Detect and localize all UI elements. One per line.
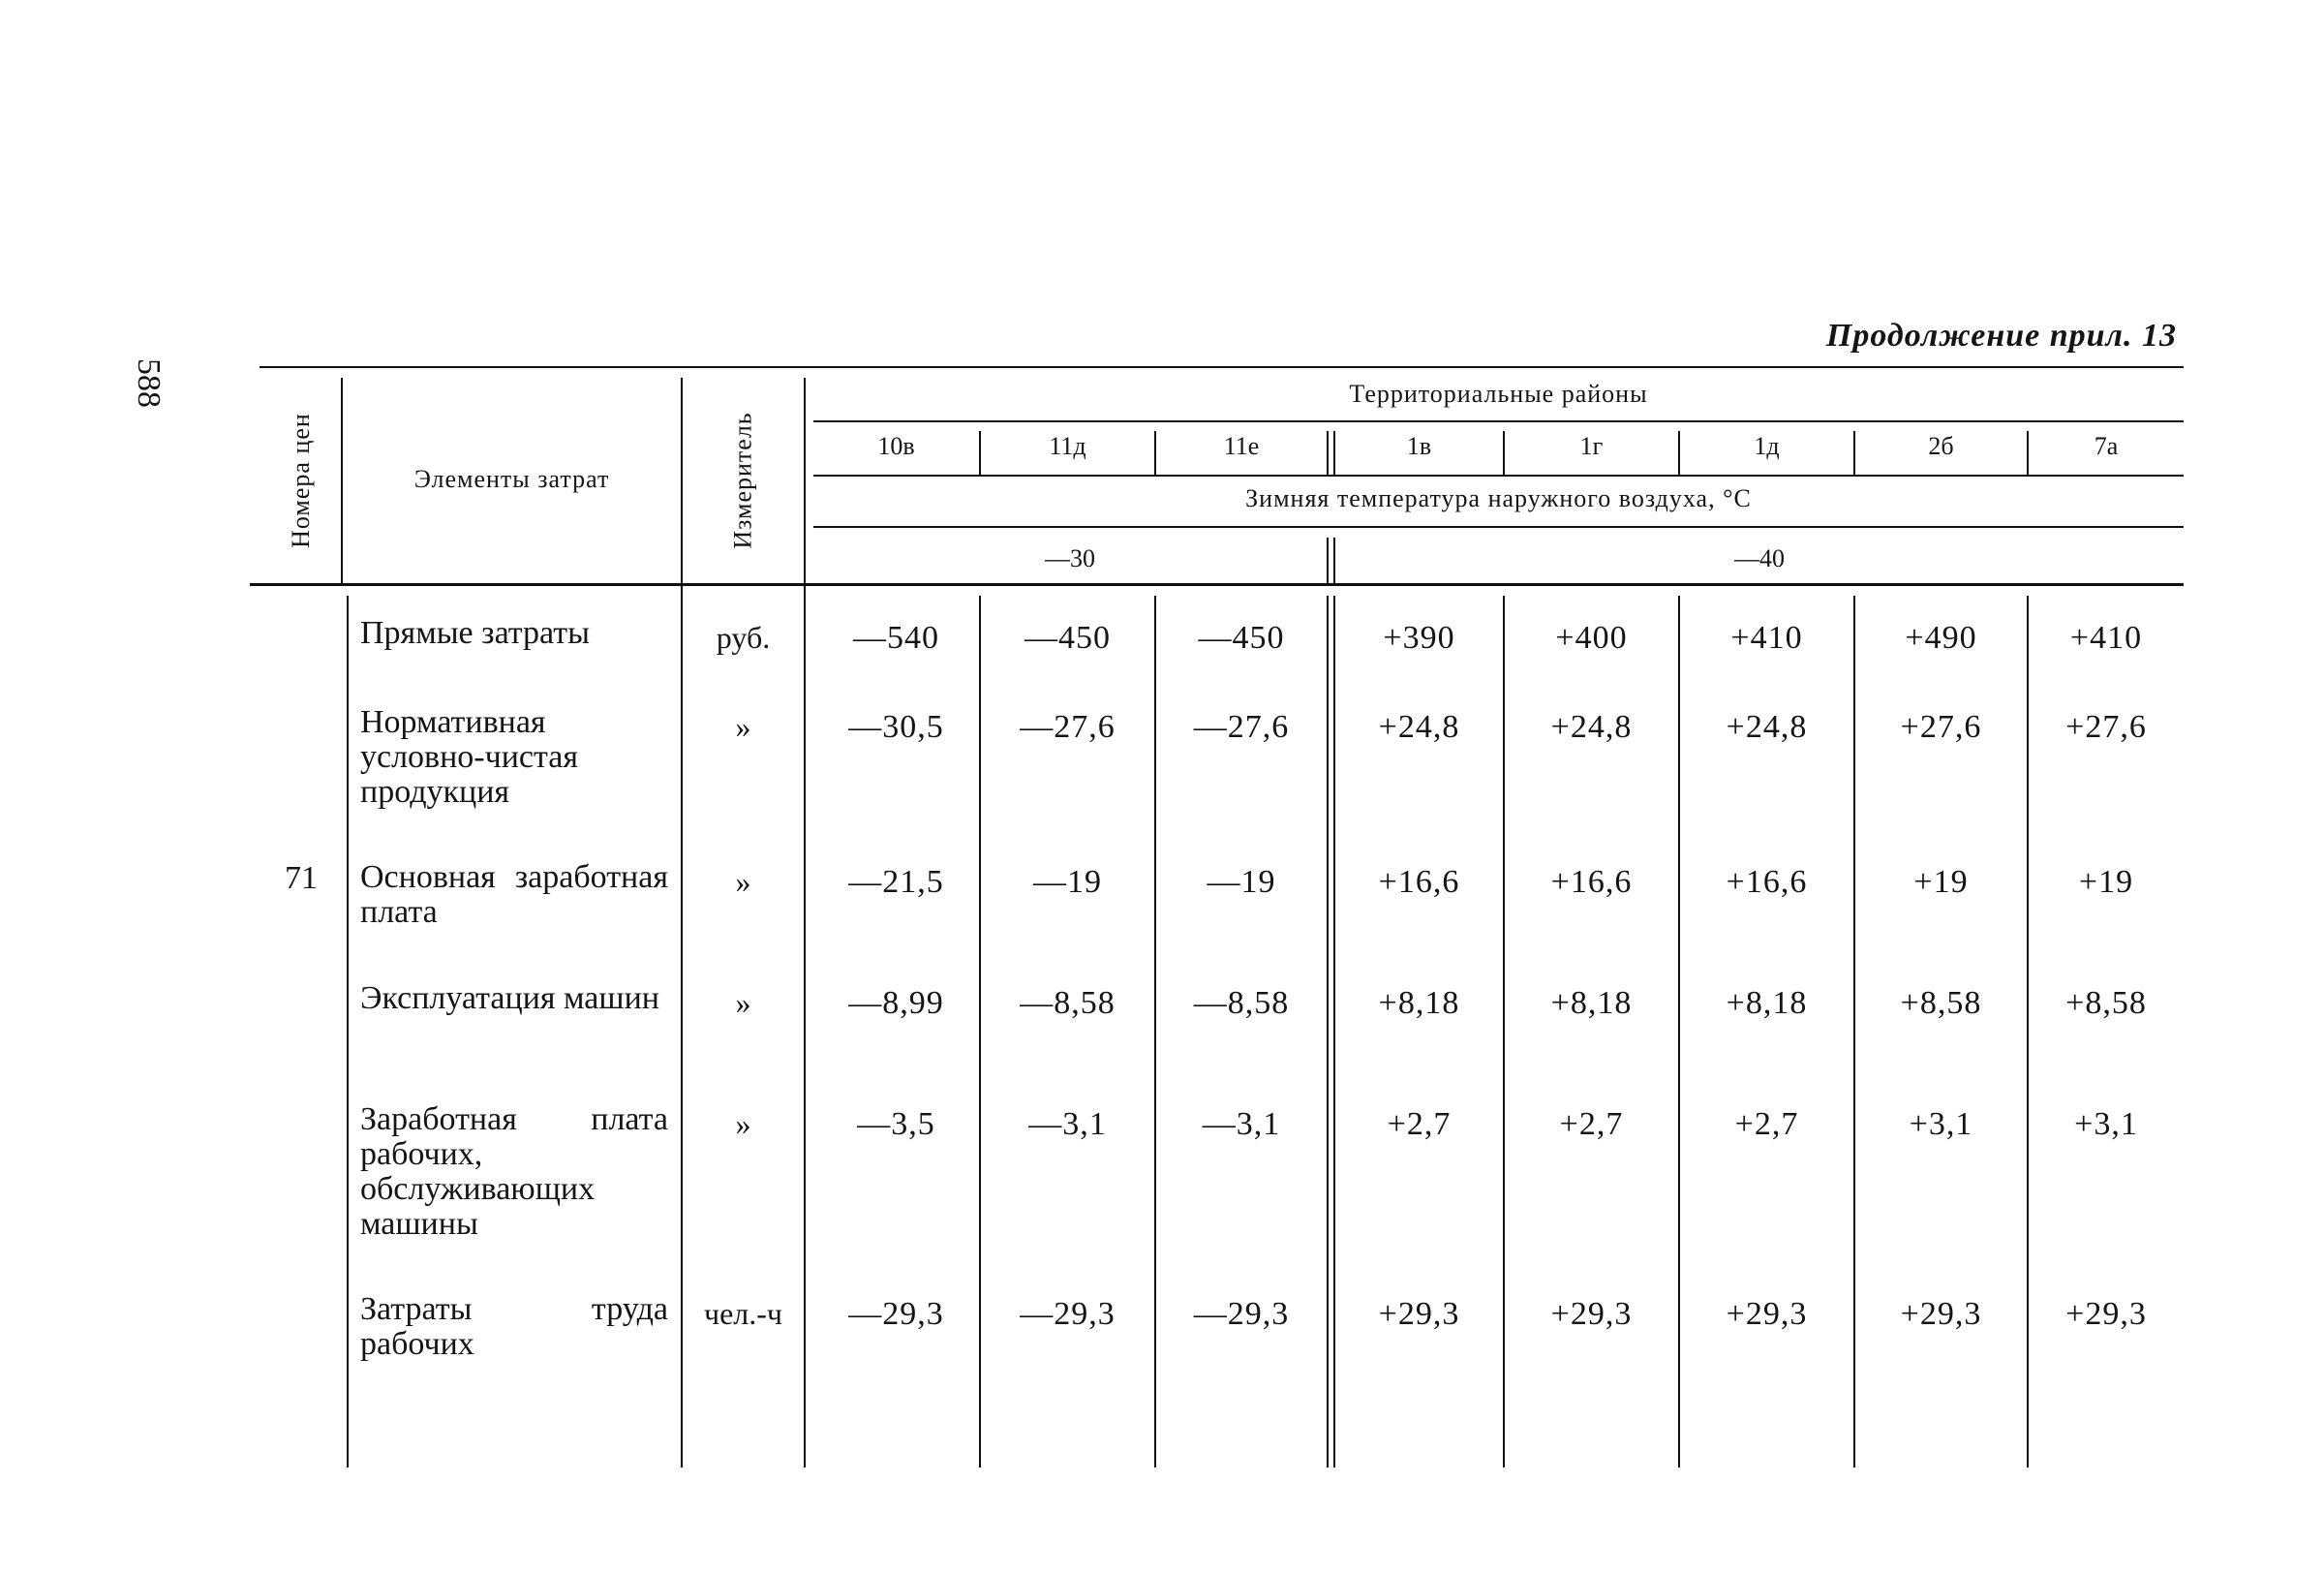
table-cell: +3,1 [1909, 1106, 1973, 1142]
temp-divider-a [1327, 538, 1329, 583]
table-cell: —8,58 [1020, 985, 1116, 1021]
temperature-group-minus-30: —30 [1045, 544, 1095, 572]
unit-cell: чел.-ч [703, 1296, 782, 1331]
col-divider-number-body [347, 596, 349, 1467]
table-cell: —450 [1024, 620, 1111, 656]
cost-element-label: Нормативная условно-чистая продукция [360, 704, 579, 810]
table-cell: +16,6 [1726, 864, 1808, 900]
header-rule-temperature [813, 526, 2184, 528]
unit-header-cell [683, 378, 804, 583]
row-number-header-cell [261, 378, 341, 583]
table-cell: +2,7 [1734, 1106, 1799, 1142]
territory-code: 7а [2094, 432, 2119, 460]
table-cell: +29,3 [1378, 1296, 1460, 1332]
temperature-header: Зимняя температура наружного воздуха, °С [1245, 484, 1752, 512]
temperature-group-minus-40: —40 [1734, 544, 1785, 572]
table-cell: +27,6 [2065, 709, 2147, 745]
table-cell: +3,1 [2074, 1106, 2138, 1142]
table-cell: +27,6 [1900, 709, 1982, 745]
territories-header: Территориальные районы [1349, 380, 1648, 408]
cost-element-label: Основная заработная плата [360, 859, 668, 930]
table-cell: +410 [1730, 620, 1803, 656]
table-cell: +400 [1555, 620, 1628, 656]
cost-element-label: Прямые затраты [360, 615, 590, 651]
unit-cell: » [735, 985, 751, 1020]
body-col-divider-3a [1327, 596, 1329, 1467]
table-cell: —27,6 [1020, 709, 1116, 745]
territory-code: 1в [1406, 432, 1432, 460]
table-cell: —19 [1207, 864, 1276, 900]
table-cell: —27,6 [1193, 709, 1290, 745]
table-cell: +410 [2069, 620, 2143, 656]
col-divider-3a [1327, 431, 1329, 475]
table-cell: —3,1 [1028, 1106, 1107, 1142]
territory-code: 11е [1223, 432, 1260, 460]
unit-header: Измеритель [728, 412, 757, 549]
table-cell: +24,8 [1378, 709, 1460, 745]
table-cell: —450 [1198, 620, 1285, 656]
territory-code: 11д [1049, 432, 1086, 460]
elements-header: Элементы затрат [413, 465, 610, 493]
table-cell: +29,3 [1900, 1296, 1982, 1332]
table-cell: +2,7 [1387, 1106, 1452, 1142]
col-divider-unit [804, 378, 806, 1467]
unit-cell: » [735, 1106, 751, 1141]
table-cell: +490 [1905, 620, 1977, 656]
table-cell: +29,3 [1550, 1296, 1633, 1332]
continuation-caption: Продолжение прил. 13 [1825, 318, 2177, 354]
table-cell: —540 [853, 620, 939, 656]
unit-cell: » [735, 709, 751, 744]
table-cell: +390 [1383, 620, 1455, 656]
table-cell: +8,18 [1378, 985, 1460, 1021]
table-cell: +8,58 [1900, 985, 1982, 1021]
table-top-rule [260, 366, 2184, 368]
row-number-header: Номера цен [287, 413, 315, 548]
territory-code: 10в [877, 432, 915, 460]
table-cell: +8,18 [1550, 985, 1633, 1021]
table-cell: +29,3 [1726, 1296, 1808, 1332]
table-cell: +16,6 [1378, 864, 1460, 900]
table-cell: —3,1 [1202, 1106, 1281, 1142]
price-number: 71 [285, 860, 318, 896]
cost-element-label: Эксплуатация машин [360, 980, 659, 1016]
table-cell: —19 [1033, 864, 1102, 900]
territory-code: 2б [1928, 432, 1954, 460]
table-cell: —29,3 [1193, 1296, 1290, 1332]
table-cell: —8,99 [848, 985, 944, 1021]
table-cell: +8,18 [1726, 985, 1808, 1021]
table-cell: +19 [2078, 864, 2134, 900]
page-number: 588 [131, 358, 167, 408]
cost-element-label: Заработная плата рабочих, обслуживающих машины [360, 1101, 668, 1242]
table-cell: —29,3 [1020, 1296, 1116, 1332]
table-cell: —21,5 [848, 864, 944, 900]
table-cell: +24,8 [1726, 709, 1808, 745]
table-cell: +29,3 [2065, 1296, 2147, 1332]
table-cell: —3,5 [857, 1106, 935, 1142]
header-rule-territories [813, 420, 2184, 422]
unit-cell: руб. [716, 620, 771, 655]
table-cell: +2,7 [1559, 1106, 1624, 1142]
table-cell: +8,58 [2065, 985, 2147, 1021]
table-cell: +16,6 [1550, 864, 1633, 900]
cost-element-label: Затраты труда рабочих [360, 1291, 668, 1362]
header-rule-codes [813, 475, 2184, 477]
table-cell: +19 [1913, 864, 1969, 900]
unit-cell: » [735, 864, 751, 899]
table-cell: —30,5 [848, 709, 944, 745]
header-bottom-rule [250, 583, 2184, 586]
table-cell: —29,3 [848, 1296, 944, 1332]
territory-code: 1г [1579, 432, 1604, 460]
table-cell: +24,8 [1550, 709, 1633, 745]
table-cell: —8,58 [1193, 985, 1290, 1021]
territory-code: 1д [1754, 432, 1780, 460]
